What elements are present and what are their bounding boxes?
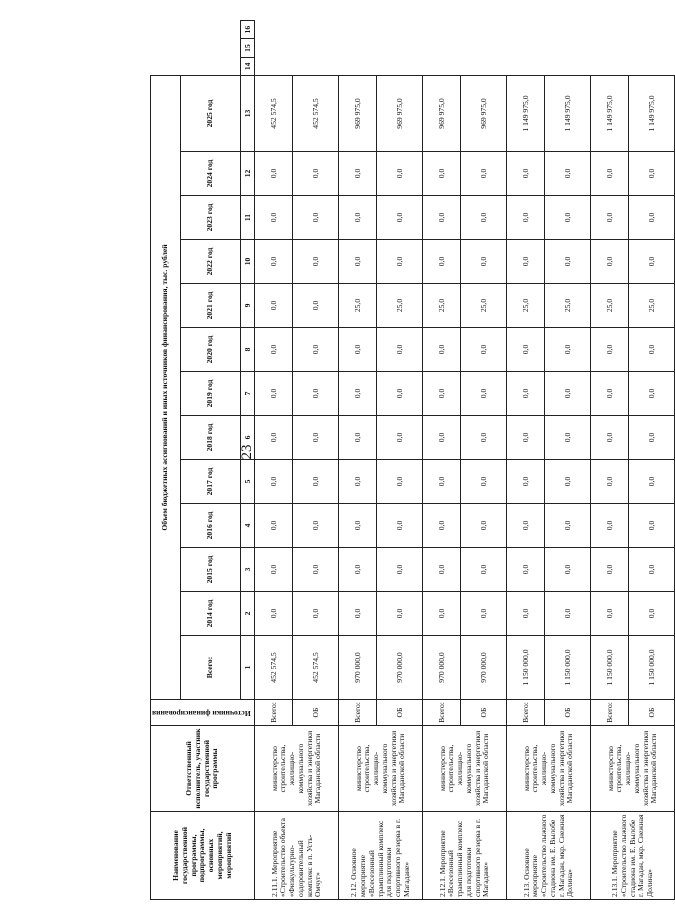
total-amount: 1 150 000,0 bbox=[629, 636, 675, 700]
column-number: 13 bbox=[241, 76, 255, 152]
year-amount: 0,0 bbox=[377, 592, 423, 636]
year-amount: 969 975,0 bbox=[377, 76, 423, 152]
year-amount: 0,0 bbox=[293, 240, 339, 284]
year-amount: 25,0 bbox=[545, 284, 591, 328]
year-amount: 0,0 bbox=[629, 372, 675, 416]
year-amount: 0,0 bbox=[423, 328, 461, 372]
table-row bbox=[255, 21, 293, 900]
year-amount: 0,0 bbox=[629, 460, 675, 504]
year-amount: 0,0 bbox=[423, 592, 461, 636]
year-amount: 0,0 bbox=[423, 372, 461, 416]
year-amount: 452 574,5 bbox=[255, 76, 293, 152]
table-row bbox=[339, 21, 377, 900]
funding-source: Всего: bbox=[423, 700, 461, 726]
year-amount: 0,0 bbox=[545, 372, 591, 416]
year-amount: 0,0 bbox=[461, 592, 507, 636]
year-amount: 0,0 bbox=[423, 460, 461, 504]
column-number: 7 bbox=[241, 372, 255, 416]
header-year: 2014 год bbox=[181, 592, 241, 636]
year-amount: 0,0 bbox=[629, 240, 675, 284]
year-amount: 0,0 bbox=[293, 460, 339, 504]
year-amount: 0,0 bbox=[545, 240, 591, 284]
year-amount: 0,0 bbox=[339, 328, 377, 372]
year-amount: 0,0 bbox=[255, 460, 293, 504]
funding-source: ОБ bbox=[545, 700, 591, 726]
year-amount: 452 574,5 bbox=[293, 76, 339, 152]
year-amount: 0,0 bbox=[293, 328, 339, 372]
activity-name: 2.13.1. Мероприятие «Строительство лыжного стадиона им. Е. Вылобе г. Магадан, мкр. Снежная Долина» bbox=[591, 812, 675, 900]
year-amount: 0,0 bbox=[461, 416, 507, 460]
year-amount: 0,0 bbox=[507, 416, 545, 460]
year-amount: 0,0 bbox=[255, 152, 293, 196]
total-amount: 970 000,0 bbox=[423, 636, 461, 700]
column-number: 9 bbox=[241, 284, 255, 328]
column-number: 11 bbox=[241, 196, 255, 240]
year-amount: 0,0 bbox=[507, 592, 545, 636]
year-amount: 0,0 bbox=[339, 372, 377, 416]
year-amount: 0,0 bbox=[629, 328, 675, 372]
rotated-table-wrapper bbox=[150, 20, 659, 900]
year-amount: 0,0 bbox=[545, 504, 591, 548]
table-row bbox=[423, 21, 461, 900]
year-amount: 0,0 bbox=[591, 416, 629, 460]
responsible-executor: министерство строительства, жилищно-коммунального хозяйства и энергетики Магаданской области bbox=[339, 726, 423, 812]
year-amount: 0,0 bbox=[591, 592, 629, 636]
year-amount: 0,0 bbox=[377, 548, 423, 592]
header-year: 2020 год bbox=[181, 328, 241, 372]
year-amount: 0,0 bbox=[629, 152, 675, 196]
year-amount: 0,0 bbox=[507, 196, 545, 240]
table-row bbox=[507, 21, 545, 900]
activity-name: 2.12.1. Мероприятие «Всесезонный трамплинный комплекс для подготовки спортивного резерва в г. Магадане» bbox=[423, 812, 507, 900]
year-amount: 25,0 bbox=[507, 284, 545, 328]
header-year: 2021 год bbox=[181, 284, 241, 328]
column-number: 5 bbox=[241, 460, 255, 504]
year-amount: 0,0 bbox=[507, 548, 545, 592]
year-amount: 0,0 bbox=[629, 504, 675, 548]
table-row bbox=[591, 21, 629, 900]
header-name: Наименование государственной программы, подпрограммы, основных мероприятий, мероприятий bbox=[151, 812, 255, 900]
funding-source: Всего: bbox=[591, 700, 629, 726]
year-amount: 0,0 bbox=[507, 328, 545, 372]
year-amount: 0,0 bbox=[423, 196, 461, 240]
year-amount: 0,0 bbox=[339, 416, 377, 460]
year-amount: 0,0 bbox=[377, 372, 423, 416]
year-amount: 0,0 bbox=[377, 152, 423, 196]
year-amount: 0,0 bbox=[629, 416, 675, 460]
header-year: 2024 год bbox=[181, 152, 241, 196]
year-amount: 25,0 bbox=[423, 284, 461, 328]
responsible-executor: министерство строительства, жилищно-коммунального хозяйства и энергетики Магаданской области bbox=[423, 726, 507, 812]
header-year: 2019 год bbox=[181, 372, 241, 416]
funding-source: Всего: bbox=[339, 700, 377, 726]
header-year: 2015 год bbox=[181, 548, 241, 592]
year-amount: 0,0 bbox=[255, 284, 293, 328]
year-amount: 0,0 bbox=[545, 592, 591, 636]
header-source: Источники финансирования bbox=[151, 700, 255, 726]
funding-source: ОБ bbox=[377, 700, 423, 726]
year-amount: 0,0 bbox=[591, 548, 629, 592]
header-year: 2025 год bbox=[181, 76, 241, 152]
funding-source: ОБ bbox=[461, 700, 507, 726]
year-amount: 0,0 bbox=[507, 372, 545, 416]
year-amount: 0,0 bbox=[629, 196, 675, 240]
year-amount: 0,0 bbox=[629, 548, 675, 592]
year-amount: 0,0 bbox=[461, 152, 507, 196]
year-amount: 0,0 bbox=[377, 328, 423, 372]
year-amount: 0,0 bbox=[545, 416, 591, 460]
year-amount: 0,0 bbox=[339, 548, 377, 592]
activity-name: 2.12. Основное мероприятие «Всесезонный трамплинный комплекс для подготовки спортивного резерва в г. Магадане» bbox=[339, 812, 423, 900]
year-amount: 0,0 bbox=[591, 152, 629, 196]
year-amount: 0,0 bbox=[507, 152, 545, 196]
column-number: 3 bbox=[241, 548, 255, 592]
year-amount: 0,0 bbox=[255, 548, 293, 592]
year-amount: 0,0 bbox=[377, 460, 423, 504]
header-year: 2016 год bbox=[181, 504, 241, 548]
funding-source: ОБ bbox=[629, 700, 675, 726]
year-amount: 969 975,0 bbox=[423, 76, 461, 152]
total-amount: 1 150 000,0 bbox=[507, 636, 545, 700]
total-amount: 1 150 000,0 bbox=[545, 636, 591, 700]
year-amount: 0,0 bbox=[423, 240, 461, 284]
year-amount: 0,0 bbox=[293, 152, 339, 196]
total-amount: 452 574,5 bbox=[255, 636, 293, 700]
column-number: 14 bbox=[241, 57, 255, 75]
year-amount: 0,0 bbox=[545, 328, 591, 372]
year-amount: 0,0 bbox=[545, 460, 591, 504]
year-amount: 0,0 bbox=[293, 372, 339, 416]
year-amount: 0,0 bbox=[461, 240, 507, 284]
year-amount: 0,0 bbox=[461, 196, 507, 240]
year-amount: 0,0 bbox=[377, 240, 423, 284]
year-amount: 25,0 bbox=[591, 284, 629, 328]
year-amount: 25,0 bbox=[461, 284, 507, 328]
year-amount: 1 149 975,0 bbox=[591, 76, 629, 152]
year-amount: 0,0 bbox=[377, 196, 423, 240]
year-amount: 0,0 bbox=[591, 240, 629, 284]
header-responsible: Ответственный исполнитель, участник государственной программы bbox=[151, 726, 255, 812]
year-amount: 0,0 bbox=[507, 504, 545, 548]
year-amount: 0,0 bbox=[339, 504, 377, 548]
year-amount: 0,0 bbox=[293, 284, 339, 328]
year-amount: 0,0 bbox=[591, 196, 629, 240]
year-amount: 25,0 bbox=[339, 284, 377, 328]
year-amount: 0,0 bbox=[461, 504, 507, 548]
page-number: 23 bbox=[239, 444, 255, 460]
header-year: 2017 год bbox=[181, 460, 241, 504]
year-amount: 0,0 bbox=[591, 372, 629, 416]
column-number: 2 bbox=[241, 592, 255, 636]
column-number: 4 bbox=[241, 504, 255, 548]
year-amount: 0,0 bbox=[423, 152, 461, 196]
year-amount: 0,0 bbox=[461, 328, 507, 372]
year-amount: 0,0 bbox=[255, 240, 293, 284]
year-amount: 0,0 bbox=[255, 592, 293, 636]
year-amount: 0,0 bbox=[293, 416, 339, 460]
year-amount: 969 975,0 bbox=[461, 76, 507, 152]
year-amount: 0,0 bbox=[293, 548, 339, 592]
year-amount: 1 149 975,0 bbox=[629, 76, 675, 152]
year-amount: 0,0 bbox=[293, 196, 339, 240]
year-amount: 0,0 bbox=[293, 504, 339, 548]
year-amount: 0,0 bbox=[255, 372, 293, 416]
total-amount: 970 000,0 bbox=[339, 636, 377, 700]
year-amount: 0,0 bbox=[377, 504, 423, 548]
year-amount: 1 149 975,0 bbox=[545, 76, 591, 152]
year-amount: 1 149 975,0 bbox=[507, 76, 545, 152]
year-amount: 0,0 bbox=[339, 460, 377, 504]
year-amount: 0,0 bbox=[255, 504, 293, 548]
activity-name: 2.13. Основное мероприятие «Строительство лыжного стадиона им. Е. Вылобе г. Магадан, мкр. Снежная Долина» bbox=[507, 812, 591, 900]
column-number: 16 bbox=[241, 21, 255, 39]
funding-source: Всего: bbox=[255, 700, 293, 726]
header-year: 2018 год bbox=[181, 416, 241, 460]
year-amount: 0,0 bbox=[339, 240, 377, 284]
column-number: 10 bbox=[241, 240, 255, 284]
year-amount: 0,0 bbox=[545, 152, 591, 196]
header-year: 2023 год bbox=[181, 196, 241, 240]
year-amount: 0,0 bbox=[423, 548, 461, 592]
year-amount: 0,0 bbox=[339, 196, 377, 240]
header-total: Всего: bbox=[181, 636, 241, 700]
responsible-executor: министерство строительства, жилищно-коммунального хозяйства и энергетики Магаданской области bbox=[591, 726, 675, 812]
year-amount: 0,0 bbox=[507, 240, 545, 284]
column-number: 15 bbox=[241, 39, 255, 57]
year-amount: 0,0 bbox=[255, 416, 293, 460]
year-amount: 0,0 bbox=[461, 460, 507, 504]
year-amount: 969 975,0 bbox=[339, 76, 377, 152]
year-amount: 0,0 bbox=[423, 416, 461, 460]
year-amount: 0,0 bbox=[255, 196, 293, 240]
year-amount: 0,0 bbox=[377, 416, 423, 460]
year-amount: 0,0 bbox=[591, 460, 629, 504]
year-amount: 0,0 bbox=[507, 460, 545, 504]
year-amount: 0,0 bbox=[255, 328, 293, 372]
year-amount: 0,0 bbox=[591, 504, 629, 548]
year-amount: 0,0 bbox=[545, 548, 591, 592]
year-amount: 0,0 bbox=[293, 592, 339, 636]
funding-source: ОБ bbox=[293, 700, 339, 726]
responsible-executor: министерство строительства, жилищно-коммунального хозяйства и энергетики Магаданской области bbox=[507, 726, 591, 812]
total-amount: 970 000,0 bbox=[461, 636, 507, 700]
responsible-executor: министерство строительства, жилищно-коммунального хозяйства и энергетики Магаданской области bbox=[255, 726, 339, 812]
activity-name: 2.11.1. Мероприятие «Строительство объекта «Физкультурно-оздоровительный комплекс в п. Усть-Омчуг» bbox=[255, 812, 339, 900]
column-number: 6 bbox=[241, 416, 255, 460]
year-amount: 25,0 bbox=[629, 284, 675, 328]
year-amount: 0,0 bbox=[545, 196, 591, 240]
year-amount: 0,0 bbox=[629, 592, 675, 636]
year-amount: 0,0 bbox=[591, 328, 629, 372]
header-year: 2022 год bbox=[181, 240, 241, 284]
header-funding-title: Объем бюджетных ассигнований и иных источников финансирования, тыс. рублей bbox=[151, 76, 181, 700]
column-number: 1 bbox=[241, 636, 255, 700]
column-number: 12 bbox=[241, 152, 255, 196]
year-amount: 0,0 bbox=[423, 504, 461, 548]
year-amount: 0,0 bbox=[461, 372, 507, 416]
funding-table bbox=[150, 20, 675, 900]
year-amount: 0,0 bbox=[339, 152, 377, 196]
year-amount: 0,0 bbox=[339, 592, 377, 636]
total-amount: 970 000,0 bbox=[377, 636, 423, 700]
year-amount: 25,0 bbox=[377, 284, 423, 328]
year-amount: 0,0 bbox=[461, 548, 507, 592]
funding-source: Всего: bbox=[507, 700, 545, 726]
column-number: 8 bbox=[241, 328, 255, 372]
total-amount: 452 574,5 bbox=[293, 636, 339, 700]
total-amount: 1 150 000,0 bbox=[591, 636, 629, 700]
